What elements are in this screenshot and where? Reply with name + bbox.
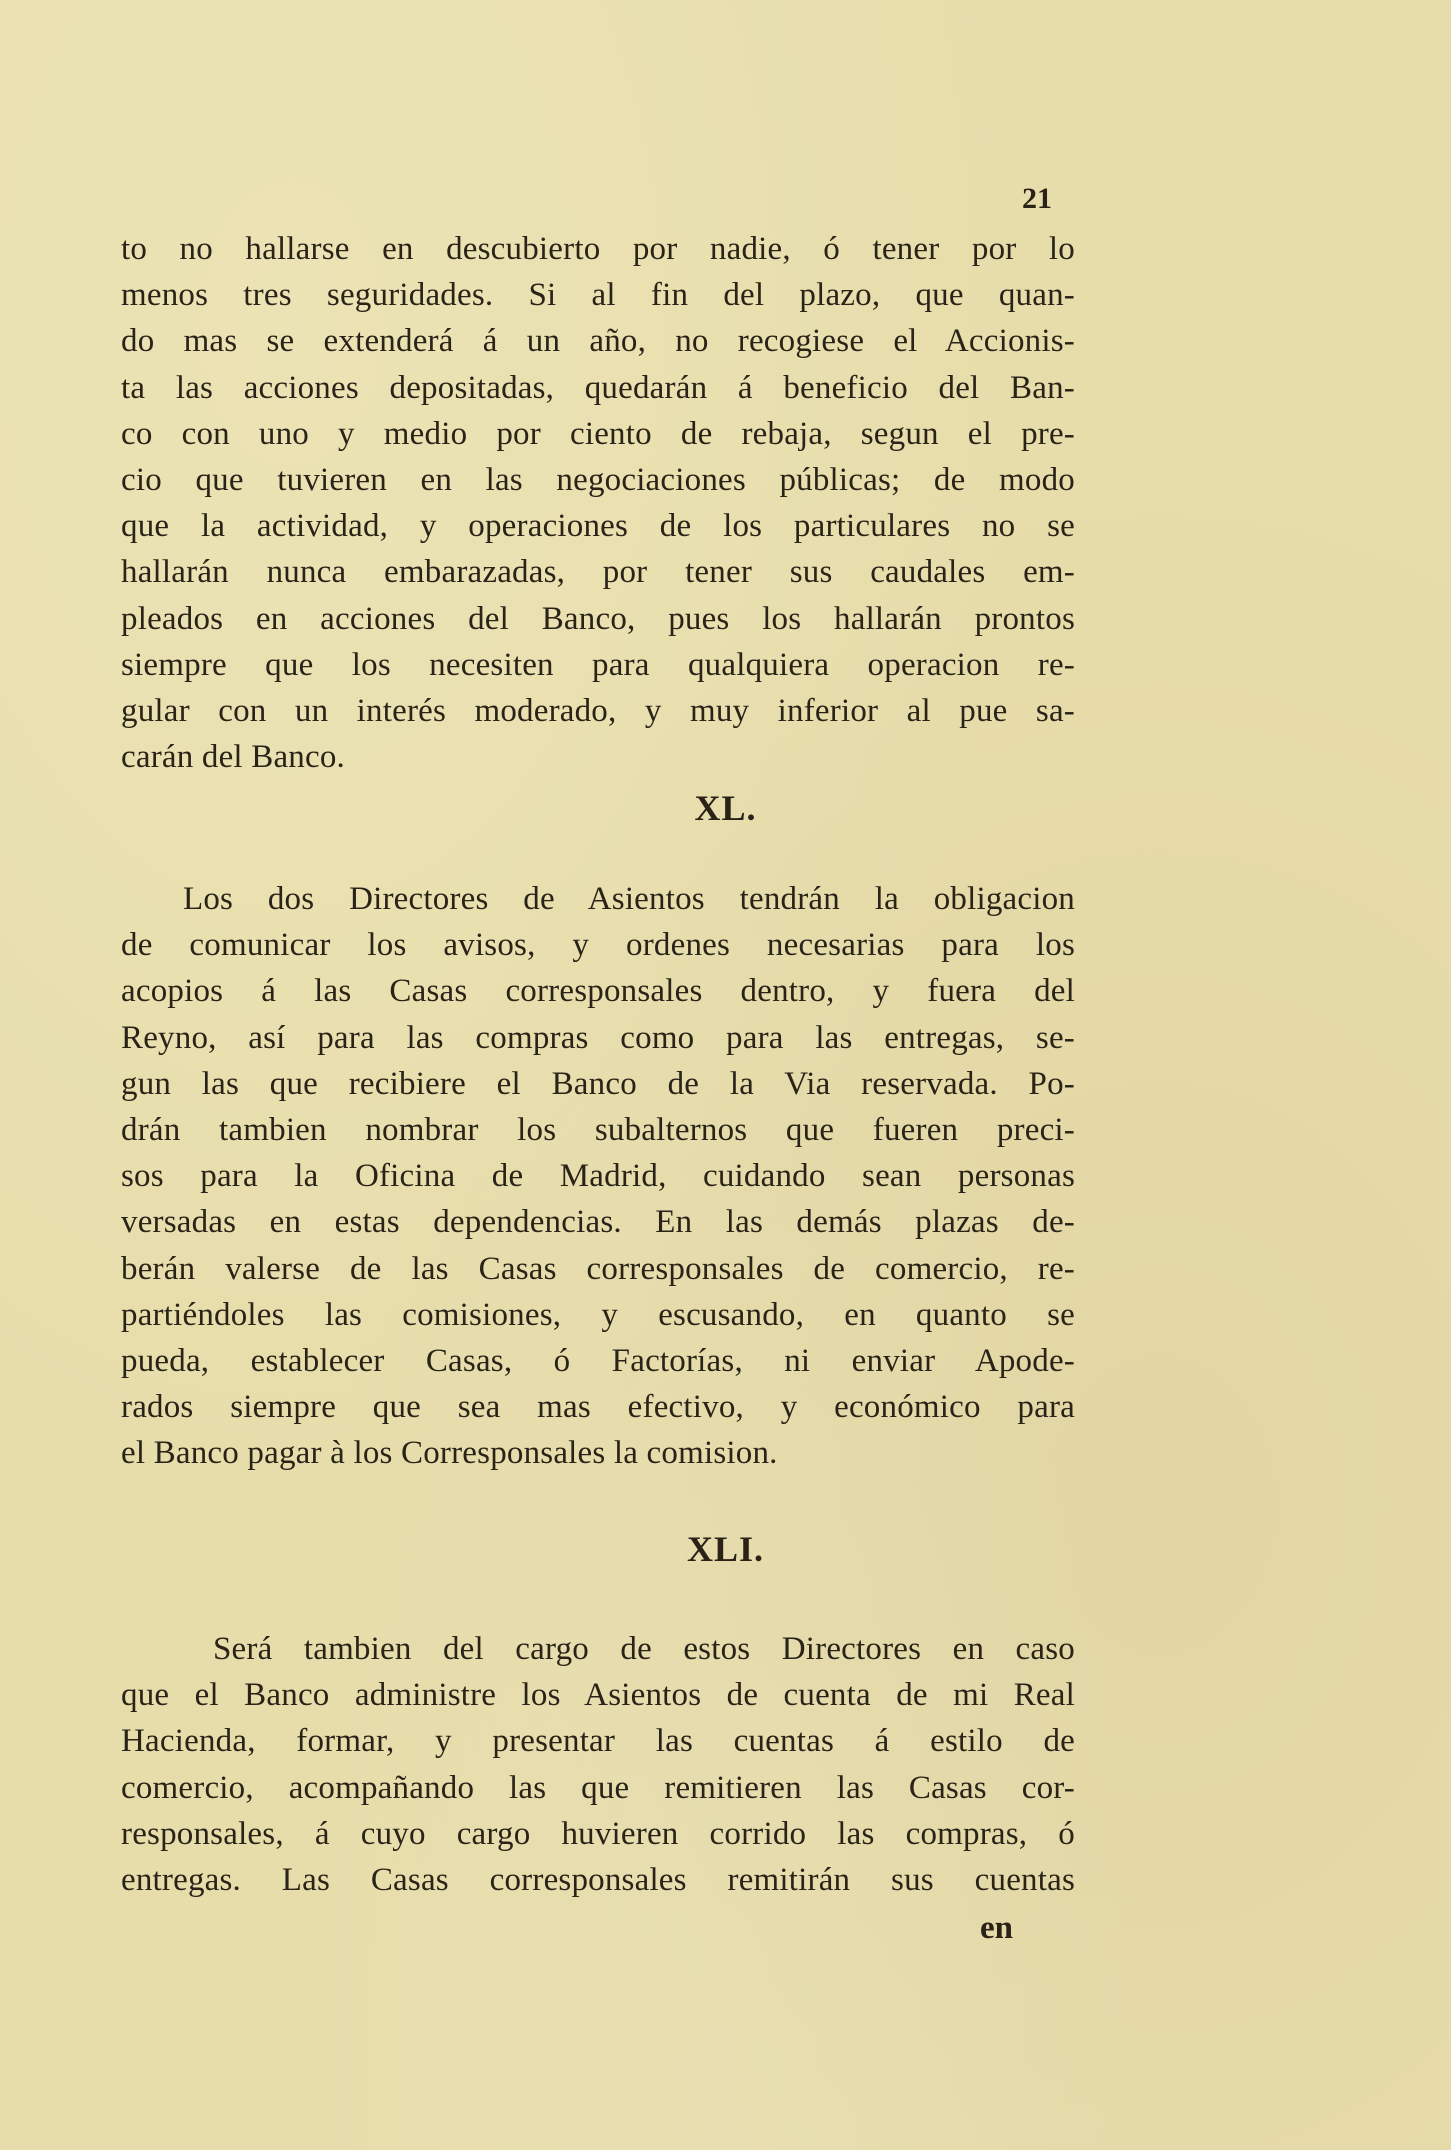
text-line: hallarán nunca embarazadas, por tener sus caudales em- [121,554,1075,591]
text-line: Reyno, así para las compras como para las entregas, se- [121,1019,1075,1056]
text-line: pleados en acciones del Banco, pues los hallarán prontos [121,600,1075,637]
text-line: sos para la Oficina de Madrid, cuidando sean personas [121,1158,1075,1195]
text-line: rados siempre que sea mas efectivo, y económico para [121,1389,1075,1426]
text-line: el Banco pagar à los Corresponsales la comision. [121,1435,778,1472]
text-line: partiéndoles las comisiones, y escusando, en quanto se [121,1296,1075,1333]
text-line: responsales, á cuyo cargo huvieren corrido las compras, ó [121,1815,1075,1852]
text-line: co con uno y medio por ciento de rebaja, segun el pre- [121,415,1075,452]
paragraph-xli [121,1626,1075,1903]
section-heading-xli: XLI. [686,1529,765,1569]
text-line: que la actividad, y operaciones de los particulares no se [121,508,1075,545]
text-line: to no hallarse en descubierto por nadie, ó tener por lo [121,231,1075,267]
text-line: versadas en estas dependencias. En las demás plazas de- [121,1204,1075,1241]
text-line: carán del Banco. [121,739,346,776]
section-heading-xl: XL. [694,788,757,828]
text-line: de comunicar los avisos, y ordenes necesarias para los [121,927,1075,964]
text-line: drán tambien nombrar los subalternos que fueren preci- [121,1111,1075,1148]
text-line: acopios á las Casas corresponsales dentro, y fuera del [121,973,1075,1010]
text-line: Será tambien del cargo de estos Directores en caso [213,1631,1075,1667]
paragraph-xl [121,876,1075,1476]
text-line: ta las acciones depositadas, quedarán á beneficio del Ban- [121,369,1075,406]
text-line: entregas. Las Casas corresponsales remitirán sus cuentas [121,1861,1075,1898]
text-line: comercio, acompañando las que remitieren las Casas cor- [121,1769,1075,1806]
text-line: Hacienda, formar, y presentar las cuentas á estilo de [121,1723,1075,1760]
text-line: gular con un interés moderado, y muy inferior al pue sa- [121,692,1075,729]
text-line: siempre que los necesiten para qualquiera operacion re- [121,646,1075,683]
paragraph-continuation [121,226,1075,780]
text-line: berán valerse de las Casas corresponsales de comercio, re- [121,1250,1075,1287]
page-number: 21 [1022,182,1052,215]
text-line: gun las que recibiere el Banco de la Via reservada. Po- [121,1065,1075,1102]
text-line: pueda, establecer Casas, ó Factorías, ni enviar Apode- [121,1342,1075,1379]
text-line: do mas se extenderá á un año, no recogiese el Accionis- [121,323,1075,360]
text-line: Los dos Directores de Asientos tendrán la obligacion [183,881,1075,917]
text-line: que el Banco administre los Asientos de cuenta de mi Real [121,1677,1075,1714]
text-line: cio que tuvieren en las negociaciones públicas; de modo [121,461,1075,498]
text-line: menos tres seguridades. Si al fin del plazo, que quan- [121,277,1075,314]
catchword: en [980,1910,1013,1946]
